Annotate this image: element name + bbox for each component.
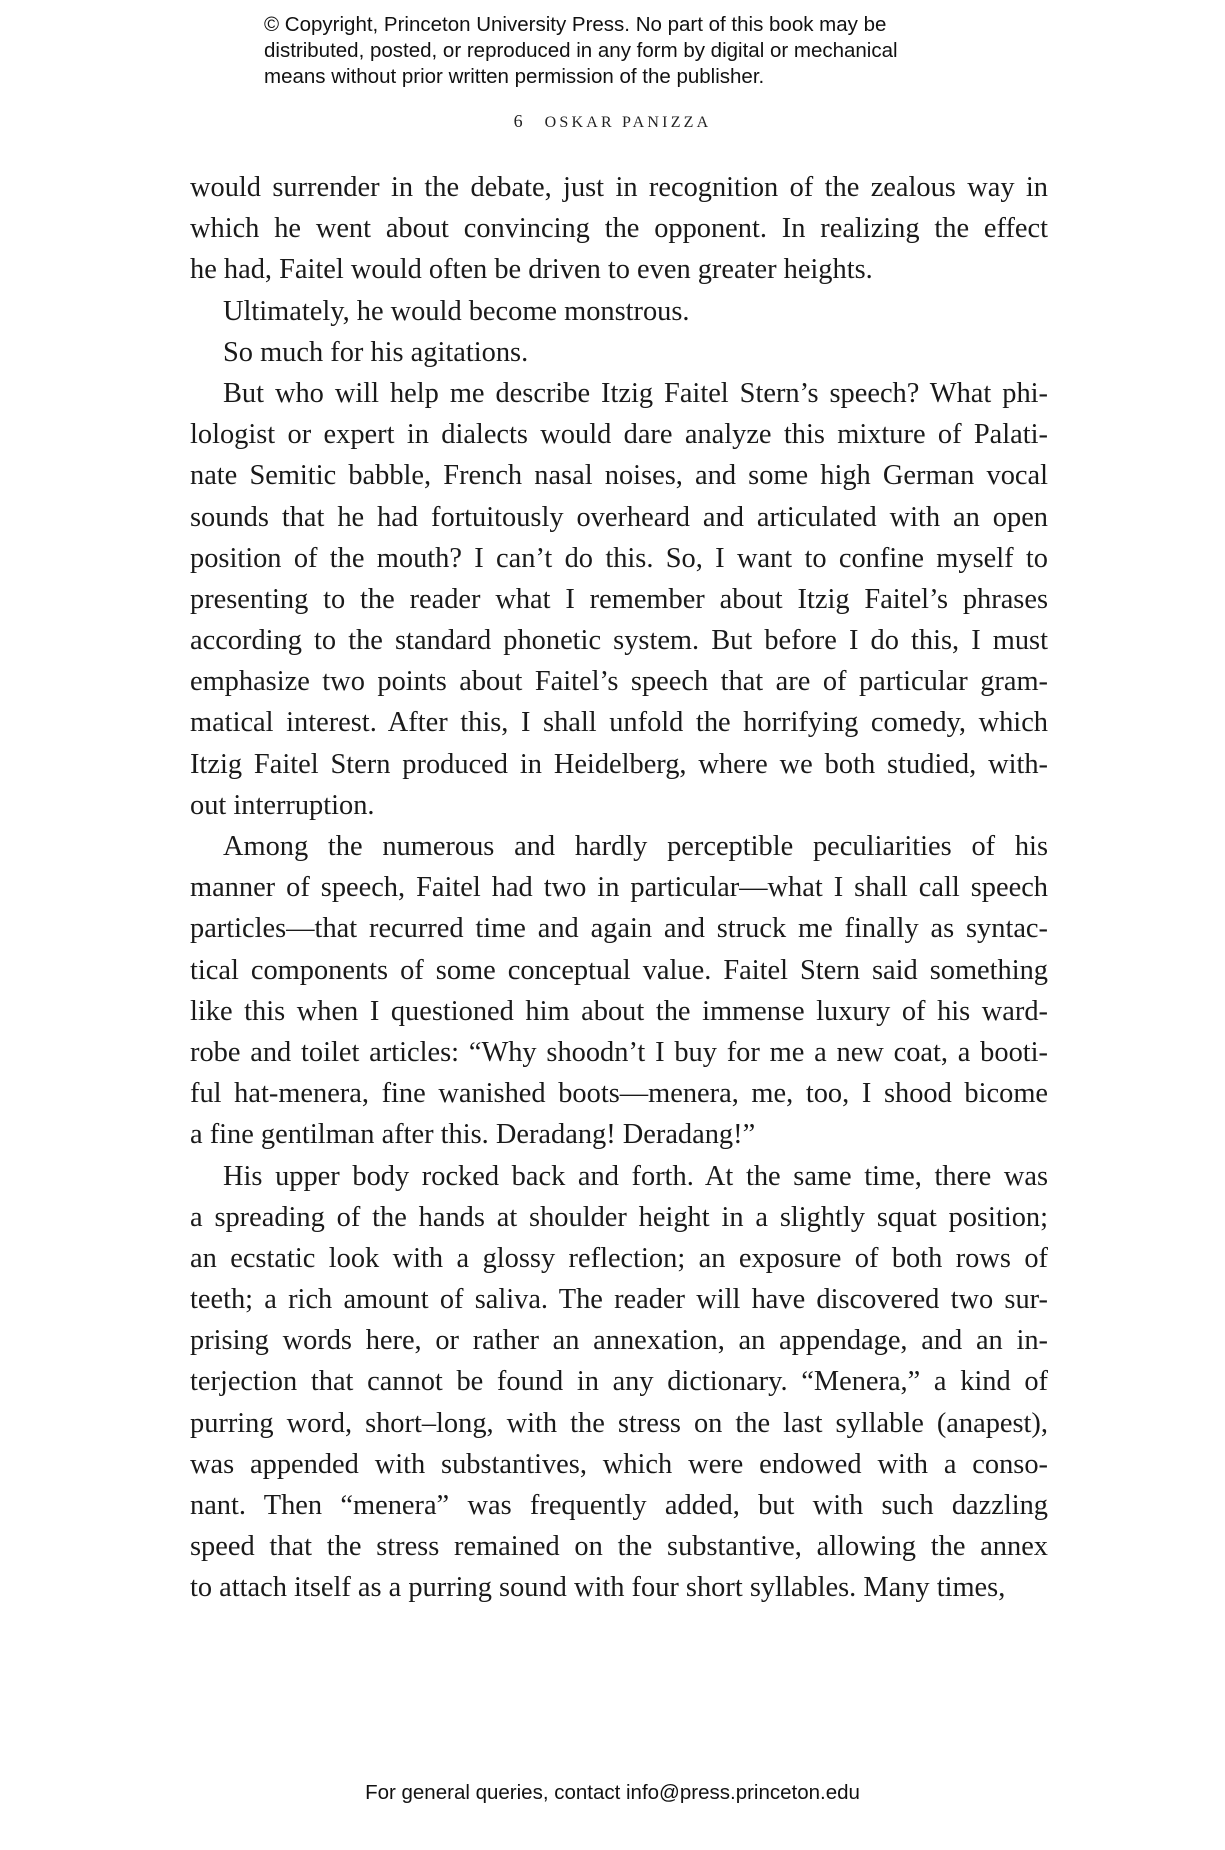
text-line: nant. Then “menera” was frequently added, but with such dazzling — [190, 1490, 1048, 1521]
text-line: nate Semitic babble, French nasal noises, and some high German vocal — [190, 460, 1048, 492]
paragraph — [190, 373, 1048, 826]
text-line: like this when I questioned him about the immense luxury of his ward- — [190, 995, 1048, 1027]
text-line: sounds that he had fortuitously overheard and articulated with an open — [190, 501, 1048, 533]
running-head — [0, 111, 1225, 132]
text-line: to attach itself as a purring sound with four short syllables. Many times, — [190, 1572, 1006, 1604]
paragraph — [190, 826, 1048, 1156]
text-line: out interruption. — [190, 789, 375, 821]
text-line: terjection that cannot be found in any dictionary. “Menera,” a kind of — [190, 1366, 1048, 1398]
text-line: So much for his agitations. — [223, 336, 529, 368]
text-line: purring word, short–long, with the stress on the last syllable (anapest), — [190, 1407, 1048, 1439]
paragraph — [190, 291, 1048, 332]
text-line: emphasize two points about Faitel’s speech that are of particular gram- — [190, 666, 1048, 698]
text-line: Itzig Faitel Stern produced in Heidelberg, where we both studied, with- — [190, 748, 1048, 780]
paragraph — [190, 1156, 1048, 1609]
copyright-notice — [264, 12, 1024, 90]
text-line: according to the standard phonetic system. But before I do this, I must — [190, 625, 1048, 657]
text-line: particles—that recurred time and again and struck me finally as syntac- — [190, 913, 1048, 945]
text-line: prising words here, or rather an annexation, an appendage, and an in- — [190, 1325, 1048, 1357]
text-line: presenting to the reader what I remember about Itzig Faitel’s phrases — [190, 583, 1048, 615]
running-head-author: OSKAR PANIZZA — [544, 114, 712, 131]
text-line: His upper body rocked back and forth. At the same time, there was — [223, 1160, 1048, 1192]
text-line: matical interest. After this, I shall unfold the horrifying comedy, which — [190, 707, 1048, 739]
text-line: he had, Faitel would often be driven to even greater heights. — [190, 254, 873, 286]
text-line: tical components of some conceptual value. Faitel Stern said something — [190, 954, 1048, 986]
copyright-line: means without prior written permission of the publisher. — [264, 65, 765, 88]
text-line: which he went about convincing the opponent. In realizing the effect — [190, 213, 1048, 245]
body-text — [190, 167, 1048, 1609]
text-line: Ultimately, he would become monstrous. — [223, 295, 690, 327]
text-line: was appended with substantives, which were endowed with a conso- — [190, 1448, 1048, 1480]
text-line: lologist or expert in dialects would dare analyze this mixture of Palati- — [190, 419, 1048, 451]
text-line: But who will help me describe Itzig Faitel Stern’s speech? What phi- — [223, 377, 1048, 409]
copyright-line: © Copyright, Princeton University Press. No part of this book may be — [264, 13, 887, 36]
text-line: speed that the stress remained on the substantive, allowing the annex — [190, 1531, 1048, 1563]
page-number: 6 — [513, 111, 523, 131]
text-line: Among the numerous and hardly perceptible peculiarities of his — [223, 831, 1048, 862]
paragraph — [190, 332, 1048, 373]
text-line: an ecstatic look with a glossy reflection; an exposure of both rows of — [190, 1242, 1048, 1274]
text-line: robe and toilet articles: “Why shoodn’t I buy for me a new coat, a booti- — [190, 1036, 1048, 1068]
text-line: would surrender in the debate, just in recognition of the zealous way in — [190, 172, 1048, 203]
copyright-line: distributed, posted, or reproduced in any form by digital or mechanical — [264, 39, 898, 62]
footer-contact: For general queries, contact info@press.princeton.edu — [365, 1781, 860, 1804]
text-line: a spreading of the hands at shoulder height in a slightly squat position; — [190, 1201, 1048, 1233]
text-line: ful hat-menera, fine wanished boots—menera, me, too, I shood bicome — [190, 1078, 1048, 1110]
text-line: a fine gentilman after this. Deradang! Deradang!” — [190, 1119, 756, 1151]
text-line: teeth; a rich amount of saliva. The reader will have discovered two sur- — [190, 1284, 1048, 1316]
text-line: manner of speech, Faitel had two in particular—what I shall call speech — [190, 872, 1048, 904]
text-line: position of the mouth? I can’t do this. So, I want to confine myself to — [190, 542, 1048, 574]
paragraph — [190, 167, 1048, 291]
